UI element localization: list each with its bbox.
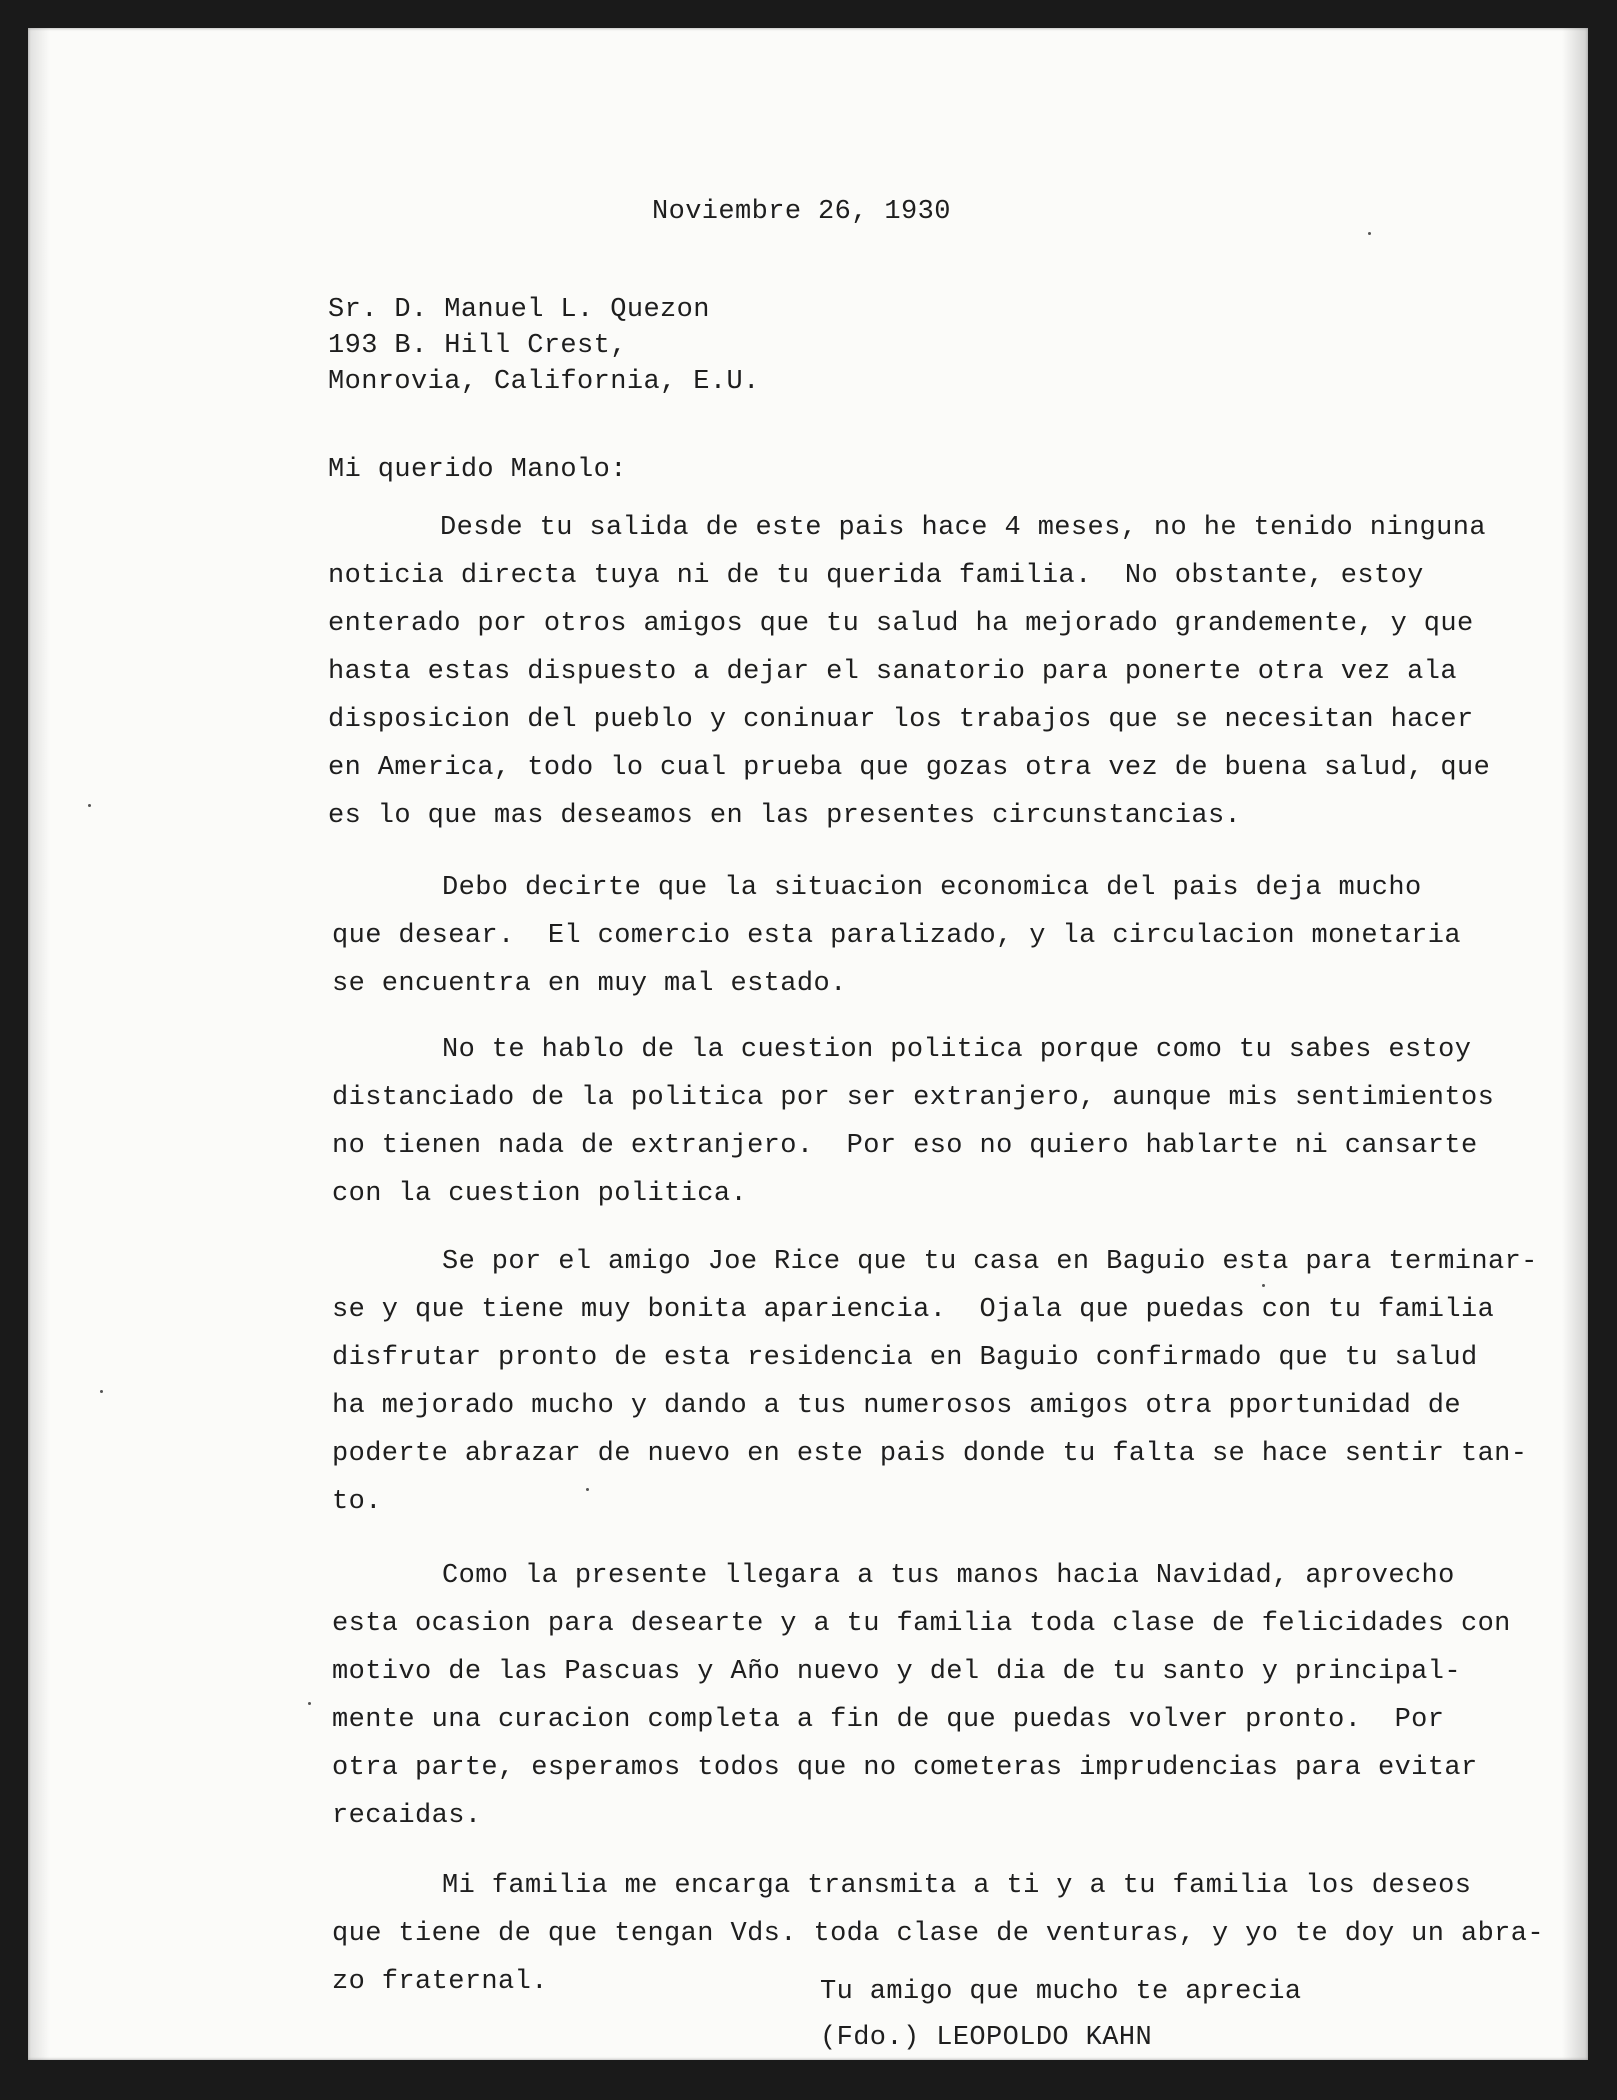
body-line: motivo de las Pascuas y Año nuevo y del dia de tu santo y principal- <box>332 1657 1461 1687</box>
scan-speck <box>100 1390 103 1393</box>
signature: (Fdo.) LEOPOLDO KAHN <box>820 2023 1153 2053</box>
address-line: Sr. D. Manuel L. Quezon <box>328 295 710 325</box>
body-line: Debo decirte que la situacion economica del pais deja mucho <box>442 873 1422 903</box>
body-line: en America, todo lo cual prueba que gozas otra vez de buena salud, que <box>328 753 1491 783</box>
body-line: noticia directa tuya ni de tu querida familia. No obstante, estoy <box>328 561 1424 591</box>
scan-speck <box>1262 1284 1265 1287</box>
address-line: 193 B. Hill Crest, <box>328 331 627 361</box>
body-line: se y que tiene muy bonita apariencia. Ojala que puedas con tu familia <box>332 1295 1495 1325</box>
body-line: No te hablo de la cuestion politica porque como tu sabes estoy <box>442 1035 1472 1065</box>
letter-date: Noviembre 26, 1930 <box>652 197 951 227</box>
scan-speck <box>1368 232 1371 235</box>
scan-speck <box>88 804 91 807</box>
scan-speck <box>308 1702 311 1705</box>
body-line: Como la presente llegara a tus manos hacia Navidad, aprovecho <box>442 1561 1455 1591</box>
body-line: disposicion del pueblo y coninuar los trabajos que se necesitan hacer <box>328 705 1474 735</box>
body-line: to. <box>332 1487 382 1517</box>
page-edge-left <box>28 28 50 2060</box>
body-line: esta ocasion para desearte y a tu familia toda clase de felicidades con <box>332 1609 1511 1639</box>
body-line: se encuentra en muy mal estado. <box>332 969 847 999</box>
body-line: es lo que mas deseamos en las presentes circunstancias. <box>328 801 1242 831</box>
body-line: Mi familia me encarga transmita a ti y a tu familia los deseos <box>442 1871 1472 1901</box>
body-line: otra parte, esperamos todos que no cometeras imprudencias para evitar <box>332 1753 1478 1783</box>
body-line: zo fraternal. <box>332 1967 548 1997</box>
body-line: que desear. El comercio esta paralizado, y la circulacion monetaria <box>332 921 1461 951</box>
body-line: poderte abrazar de nuevo en este pais donde tu falta se hace sentir tan- <box>332 1439 1528 1469</box>
page-edge-right <box>1562 28 1588 2060</box>
closing: Tu amigo que mucho te aprecia <box>820 1977 1302 2007</box>
body-line: no tienen nada de extranjero. Por eso no quiero hablarte ni cansarte <box>332 1131 1478 1161</box>
body-line: mente una curacion completa a fin de que puedas volver pronto. Por <box>332 1705 1445 1735</box>
letter-page <box>28 28 1588 2060</box>
body-line: Desde tu salida de este pais hace 4 meses, no he tenido ninguna <box>440 513 1486 543</box>
body-line: que tiene de que tengan Vds. toda clase de venturas, y yo te doy un abra- <box>332 1919 1544 1949</box>
scan-speck <box>586 1488 589 1491</box>
body-line: con la cuestion politica. <box>332 1179 748 1209</box>
body-line: disfrutar pronto de esta residencia en Baguio confirmado que tu salud <box>332 1343 1478 1373</box>
body-line: distanciado de la politica por ser extranjero, aunque mis sentimientos <box>332 1083 1495 1113</box>
body-line: ha mejorado mucho y dando a tus numerosos amigos otra pportunidad de <box>332 1391 1461 1421</box>
body-line: Se por el amigo Joe Rice que tu casa en Baguio esta para terminar- <box>442 1247 1538 1277</box>
body-line: recaidas. <box>332 1801 482 1831</box>
address-line: Monrovia, California, E.U. <box>328 367 760 397</box>
body-line: hasta estas dispuesto a dejar el sanatorio para ponerte otra vez ala <box>328 657 1457 687</box>
body-line: enterado por otros amigos que tu salud ha mejorado grandemente, y que <box>328 609 1474 639</box>
salutation: Mi querido Manolo: <box>328 455 627 485</box>
